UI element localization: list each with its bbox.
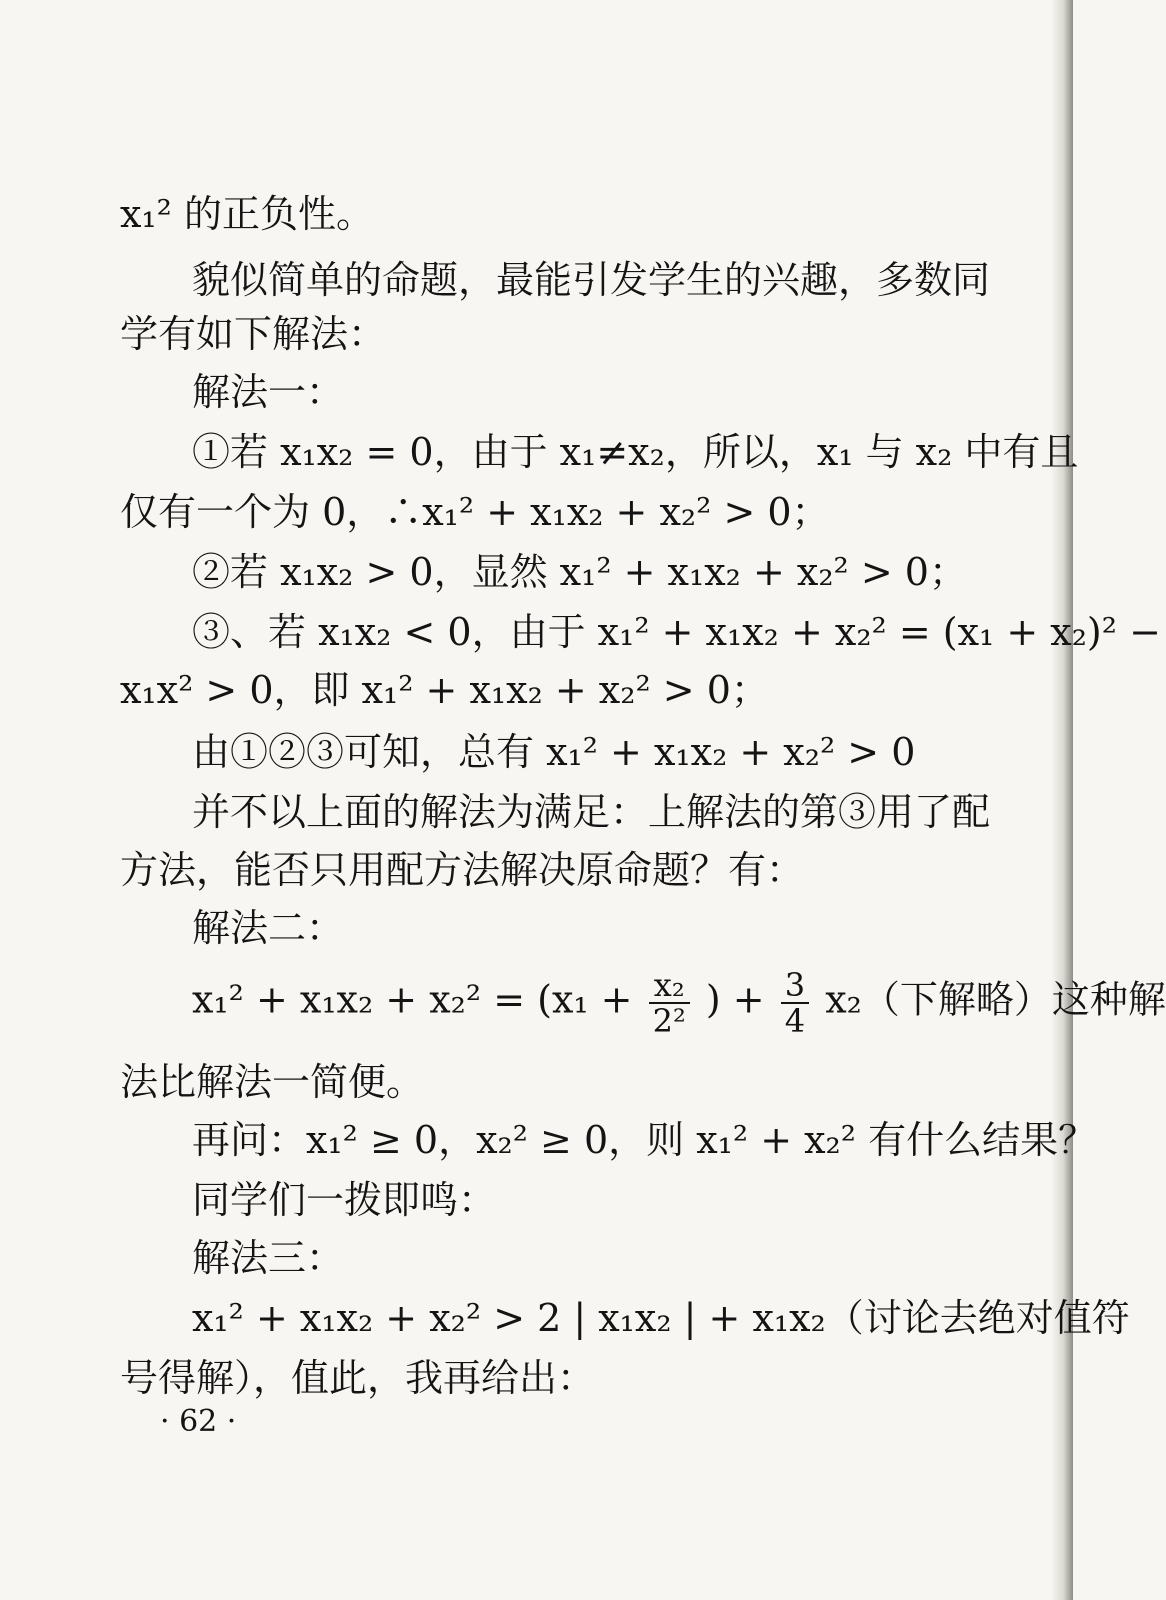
page-number: · 62 ·	[160, 1404, 237, 1439]
text-line-2: 貌似简单的命题，最能引发学生的兴趣，多数同	[192, 258, 991, 302]
text-line-17: 同学们一拨即鸣：	[192, 1178, 497, 1222]
text-line-16: 再问：x₁² ≥ 0，x₂² ≥ 0，则 x₁² + x₂² 有什么结果？	[192, 1118, 1097, 1162]
solution-3-heading: 解法三：	[192, 1236, 345, 1280]
text-line-15: 法比解法一简便。	[120, 1060, 425, 1104]
formula-suffix: x₂（下解略）这种解	[825, 977, 1166, 1022]
fraction-x2-over-2sq	[649, 968, 690, 1038]
formula-solution-2	[192, 968, 1166, 1038]
text-line-10: 由①②③可知，总有 x₁² + x₁x₂ + x₂² > 0	[192, 730, 916, 774]
fraction-numerator: 3	[781, 968, 809, 1004]
text-line-7: ②若 x₁x₂ > 0，显然 x₁² + x₁x₂ + x₂² > 0；	[192, 550, 967, 594]
text-line-8: ③、若 x₁x₂ < 0，由于 x₁² + x₁x₂ + x₂² = (x₁ + x₂)² −	[192, 610, 1161, 654]
text-line-3: 学有如下解法：	[120, 312, 387, 356]
text-line-6: 仅有一个为 0，∴x₁² + x₁x₂ + x₂² > 0；	[120, 490, 830, 534]
text-line-5: ①若 x₁x₂ = 0，由于 x₁≠x₂，所以，x₁ 与 x₂ 中有且	[192, 430, 1079, 474]
text-line-9: x₁x² > 0，即 x₁² + x₁x₂ + x₂² > 0；	[120, 668, 769, 712]
fraction-numerator: x₂	[649, 968, 690, 1004]
formula-middle: ) +	[705, 977, 765, 1022]
text-line-19: x₁² + x₁x₂ + x₂² > 2 | x₁x₂ | + x₁x₂（讨论去绝对值符	[192, 1296, 1130, 1340]
page-edge-shadow	[1051, 0, 1073, 1600]
text-line-1: x₁² 的正负性。	[120, 192, 374, 236]
formula-prefix: x₁² + x₁x₂ + x₂² = (x₁ +	[192, 977, 633, 1022]
fraction-denominator: 2²	[652, 1002, 686, 1040]
text-line-12: 方法，能否只用配方法解决原命题？有：	[120, 848, 805, 892]
solution-1-heading: 解法一：	[192, 370, 345, 414]
text-line-11: 并不以上面的解法为满足：上解法的第③用了配	[192, 790, 991, 834]
fraction-denominator: 4	[784, 1002, 806, 1040]
text-line-20: 号得解），值此，我再给出：	[120, 1356, 596, 1400]
solution-2-heading: 解法二：	[192, 906, 345, 950]
fraction-3-over-4	[781, 968, 809, 1038]
